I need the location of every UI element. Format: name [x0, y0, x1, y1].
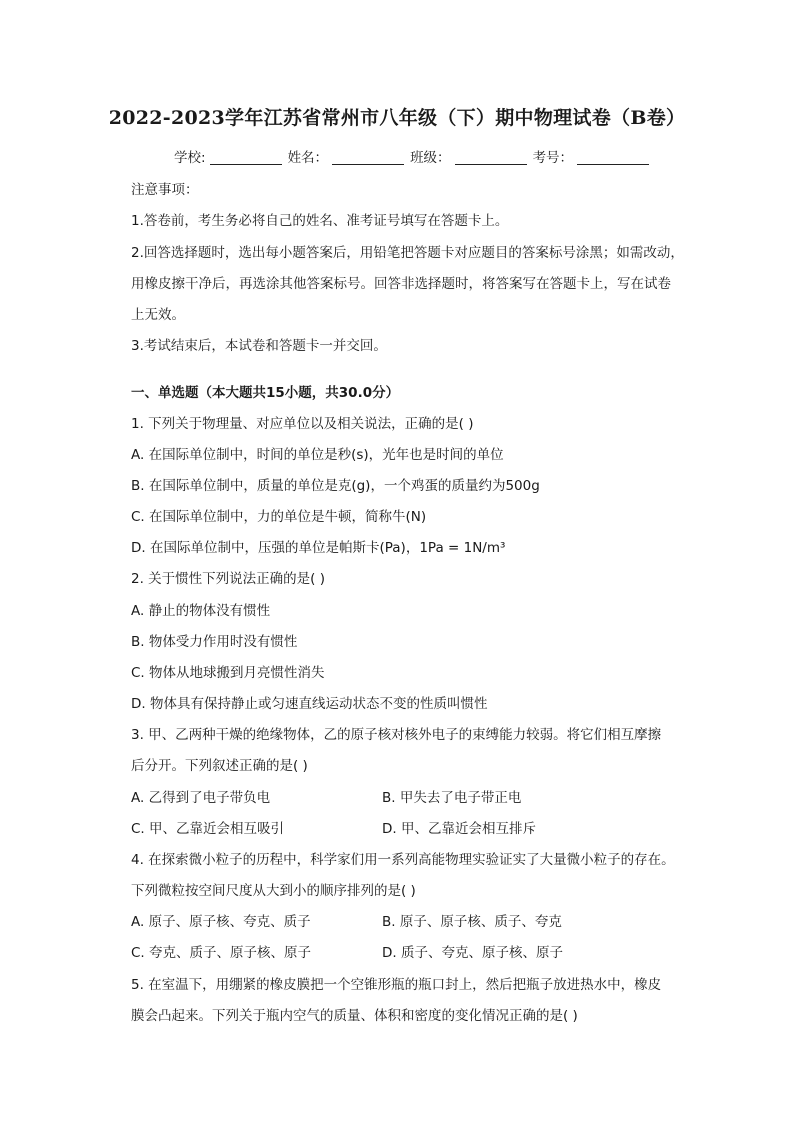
question-1-stem: 1. 下列关于物理量、对应单位以及相关说法，正确的是( ): [131, 416, 474, 432]
section-heading: 一、单选题（本大题共15小题，共30.0分）: [131, 385, 400, 401]
question-3-option-c: C. 甲、乙靠近会相互吸引: [131, 821, 285, 837]
question-3-option-b: B. 甲失去了电子带正电: [382, 790, 522, 806]
question-5-stem: 5. 在室温下，用绷紧的橡皮膜把一个空锥形瓶的瓶口封上，然后把瓶子放进热水中，橡皮: [131, 977, 662, 993]
question-2-option-d: D. 物体具有保持静止或匀速直线运动状态不变的性质叫惯性: [131, 696, 488, 712]
question-1-option-d: D. 在国际单位制中，压强的单位是帕斯卡(Pa)，1Pa = 1N/m³: [131, 540, 506, 556]
question-2-option-a: A. 静止的物体没有惯性: [131, 603, 271, 619]
question-4-option-a: A. 原子、原子核、夸克、质子: [131, 914, 311, 930]
question-2-stem: 2. 关于惯性下列说法正确的是( ): [131, 571, 325, 587]
notice-heading: 注意事项：: [131, 182, 199, 198]
question-4-stem: 4. 在探索微小粒子的历程中，科学家们用一系列高能物理实验证实了大量微小粒子的存在。: [131, 852, 675, 868]
exam-title: 2022-2023学年江苏省常州市八年级（下）期中物理试卷（B卷）: [108, 107, 686, 129]
number-label: 考号：: [532, 150, 574, 166]
question-3-option-d: D. 甲、乙靠近会相互排斥: [382, 821, 536, 837]
question-3-option-a: A. 乙得到了电子带负电: [131, 790, 271, 806]
question-4-option-b: B. 原子、原子核、质子、夸克: [382, 914, 562, 930]
school-label: 学校:: [174, 150, 206, 166]
school-blank[interactable]: [210, 150, 282, 165]
question-2-option-c: C. 物体从地球搬到月亮惯性消失: [131, 665, 325, 681]
question-4-stem-cont: 下列微粒按空间尺度从大到小的顺序排列的是( ): [131, 883, 416, 899]
notice-item: 2.回答选择题时，选出每小题答案后，用铅笔把答题卡对应题目的答案标号涂黑；如需改动，: [131, 245, 684, 261]
question-5-stem-cont: 膜会凸起来。下列关于瓶内空气的质量、体积和密度的变化情况正确的是( ): [131, 1008, 578, 1024]
question-1-option-c: C. 在国际单位制中，力的单位是牛顿，简称牛(N): [131, 509, 427, 525]
question-4-option-d: D. 质子、夸克、原子核、原子: [382, 945, 563, 961]
name-blank[interactable]: [332, 150, 404, 165]
notice-item: 上无效。: [131, 307, 185, 323]
class-label: 班级：: [410, 150, 451, 166]
question-2-option-b: B. 物体受力作用时没有惯性: [131, 634, 298, 650]
question-3-stem-cont: 后分开。下列叙述正确的是( ): [131, 758, 308, 774]
question-1-option-a: A. 在国际单位制中，时间的单位是秒(s)，光年也是时间的单位: [131, 447, 504, 463]
class-blank[interactable]: [455, 150, 527, 165]
notice-item: 1.答卷前，考生务必将自己的姓名、准考证号填写在答题卡上。: [131, 213, 509, 229]
question-4-option-c: C. 夸克、质子、原子核、原子: [131, 945, 312, 961]
notice-item: 用橡皮擦干净后，再选涂其他答案标号。回答非选择题时，将答案写在答题卡上，写在试卷: [131, 276, 671, 292]
notice-item: 3.考试结束后，本试卷和答题卡一并交回。: [131, 338, 387, 354]
name-label: 姓名：: [287, 150, 329, 166]
question-3-stem: 3. 甲、乙两种干燥的绝缘物体，乙的原子核对核外电子的束缚能力较弱。将它们相互摩擦: [131, 727, 662, 743]
question-1-option-b: B. 在国际单位制中，质量的单位是克(g)，一个鸡蛋的质量约为500g: [131, 478, 540, 494]
student-info-row: [174, 146, 655, 166]
number-blank[interactable]: [577, 150, 649, 165]
